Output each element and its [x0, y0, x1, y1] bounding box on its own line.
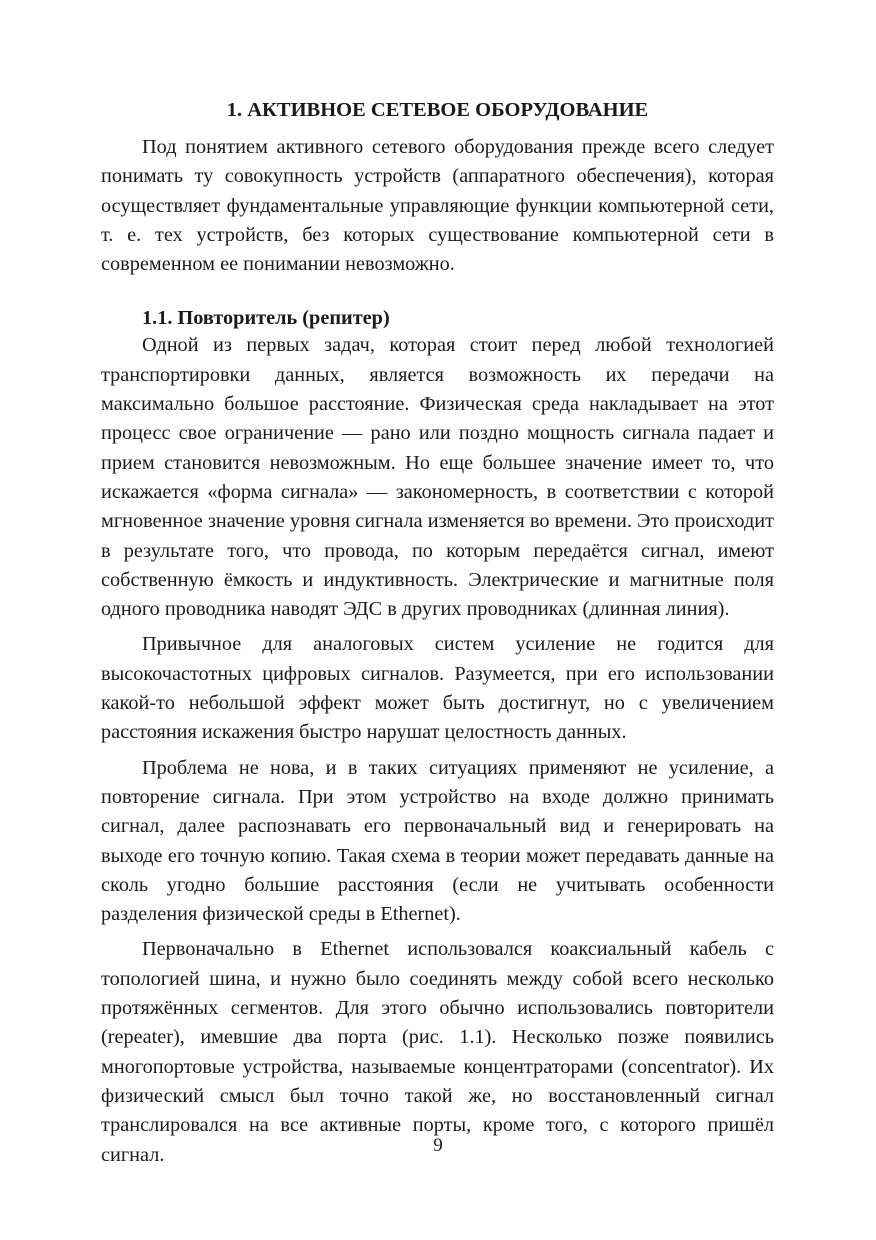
document-page [101, 96, 774, 1170]
section-title: 1.1. Повторитель (репитер) [142, 307, 390, 330]
section-paragraph-4: Первоначально в Ethernet использовался коаксиальный кабель с топологией шина, и нужно было соединять между собой всего несколько протяжённых сегментов. Для этого обычно использовались повторители (repeater), имевшие два порта (рис. 1.1). Несколько позже появились многопортовые устройства, называемые концентраторами (concentrator). Их физический смысл был точно такой же, но восстановленный сигнал транслировался на все активные порты, кроме того, с которого пришёл сигнал. [101, 938, 774, 1166]
section-paragraph-1: Одной из первых задач, которая стоит перед любой технологией транспортировки данных, является возможность их передачи на максимально большое расстояние. Физическая среда накладывает на этот процесс свое ограничение — рано или поздно мощность сигнала падает и прием становится невозможным. Но еще большее значение имеет то, что искажается «форма сигнала» — закономерность, в соответствии с которой мгновенное значение уровня сигнала изменяется во времени. Это происходит в результате того, что провода, по которым передаётся сигнал, имеют собственную ёмкость и индуктивность. Электрические и магнитные поля одного проводника наводят ЭДС в других проводниках (длинная линия). [101, 334, 774, 621]
page-number: 9 [433, 1135, 443, 1156]
section-paragraph-2: Привычное для аналоговых систем усиление не годится для высокочастотных цифровых сигналов. Разумеется, при его использовании какой-то небольшой эффект может быть достигнут, но с увеличением расстояния искажения быстро нарушат целостность данных. [101, 633, 774, 744]
chapter-intro-paragraph: Под понятием активного сетевого оборудования прежде всего следует понимать ту совокупность устройств (аппаратного обеспечения), которая осуществляет фундаментальные управляющие функции компьютерной сети, т. е. тех устройств, без которых существование компьютерной сети в современном ее понимании невозможно. [101, 136, 774, 276]
section-paragraph-3: Проблема не нова, и в таких ситуациях применяют не усиление, а повторение сигнала. При этом устройство на входе должно принимать сигнал, далее распознавать его первоначальный вид и генерировать на выходе его точную копию. Такая схема в теории может передавать данные на сколь угодно большие расстояния (если не учитывать особенности разделения физической среды в Ethernet). [101, 756, 774, 926]
chapter-title: 1. АКТИВНОЕ СЕТЕВОЕ ОБОРУДОВАНИЕ [226, 99, 649, 121]
